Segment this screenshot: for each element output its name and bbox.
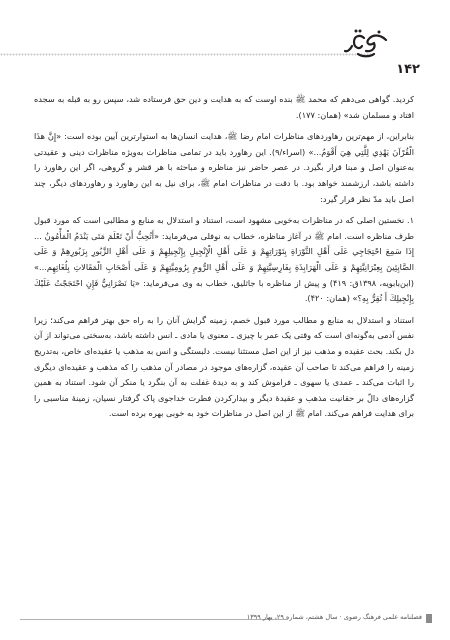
page-footer	[0, 612, 450, 626]
paragraph: بنابراین، از مهم‌ترین رهاوردهای مناظرات امام رضا ﷺ، هدایت انسان‌ها به استوارترین آیین بوده است: «إِنَّ هذَا الْقُرْآنَ يَهْدِي لِلَّتِي هِيَ أَقْوَمُ...» (اسراء/۹). این رهاورد باید در تمامی مناظرات به‌ویژه مناظرات دینی و عقیدتی به‌عنوان اصل و مبنا قرار بگیرد. در عصر حاضر نیز مناظره و مباحثه با هر قشر و گروهی، اگر این رهاورد را داشته باشد، ارزشمند خواهد بود. با دقت در مناظرات امام ﷺ، برای نیل به این رهاورد و رهاوردهای دیگر، چند اصل باید مدّ نظر قرار گیرد:	[34, 131, 414, 204]
paragraph: استناد و استدلال به منابع و مطالب مورد قبول خصم، زمینه گرایش آنان را به راه حق بهتر فراهم می‌کند؛ زیرا نفس آدمی به‌گونه‌ای است که وقتی یک عمر با چیزی ـ معنوی یا مادی ـ انس داشته باشد، به‌سختی می‌تواند از آن دل بکند. بحث عقیده و مذهب نیز از این اصل مستثنا نیست. دلبستگی و انس به مذهب یا عقیده‌ای خاص، به‌تدریج زمینه را فراهم می‌کند تا صاحب آن عقیده، گزاره‌های موجود در مصادر آن مذهب را که مذهب و عقیده‌ای دیگری را اثبات می‌کند ـ عمدی یا سهوی ـ فراموش کند و به دیدهٔ غفلت به آن بنگرد یا منکر آن شود. استناد به همین گزاره‌های دالّ بر حقانیت مذهب و عقیدهٔ دیگر و بیدارکردن فطرت خداجوی پاک گرفتار نسیان، زمینهٔ مناسبی را برای هدایت فراهم می‌کند. امام ﷺ از این اصل در مناظرات خود به خوبی بهره برده است.	[34, 314, 414, 419]
header-dotted-rule	[0, 53, 372, 56]
page-header	[0, 0, 450, 80]
paragraph: ۱. نخستین اصلی که در مناظرات به‌خوبی مشهود است، استناد و استدلال به منابع و مطالبی است که مورد قبول طرف مناظره است. امام ﷺ در آغاز مناظره، خطاب به نوفلی می‌فرماید: «أَتُحِبُّ أَنْ تَعْلَمَ مَتَى يَنْدَمُ الْمَأْمُونُ ... إِذَا سَمِعَ احْتِجَاجِي عَلَى أَهْلِ التَّوْرَاةِ بِتَوْرَاتِهِمْ وَ عَلَى أَهْلِ الْإِنْجِيلِ بِإِنْجِيلِهِمْ وَ عَلَى أَهْلِ الزَّبُورِ بِزَبُورِهِمْ وَ عَلَى الصَّابِئِينَ بِعِبْرَانِيَّتِهِمْ وَ عَلَى الْهَرَابِذَةِ بِفَارِسِيَّتِهِمْ وَ عَلَى أَهْلِ الرُّومِ بِرُومِيَّتِهِمْ وَ عَلَى أَصْحَابِ الْمَقَالاتِ بِلُغَاتِهِم...» (ابن‌بابویه، ۱۳۹۸ق: ۴۱۹) و پیش از مناظره با جاثلیق، خطاب به وی می‌فرماید: «يَا نَصْرَانِيُّ فَإِنِ احْتَجَجْتُ عَلَيْكَ بِإِنْجِيلِكَ أَ تُقِرُّ بِهِ؟» (همان: ۴۲۰).	[34, 215, 414, 304]
article-body	[34, 92, 414, 422]
journal-logo	[344, 26, 390, 62]
paragraph: کردید. گواهی می‌دهم که محمد ﷺ بنده اوست که به هدایت و دین حق فرستاده شد، سپس رو به قبله به سجده افتاد و مسلمان شد» (همان: ۱۷۷).	[34, 94, 414, 120]
footer-marker	[426, 614, 432, 623]
footer-journal-info: فصلنامه علمی فرهنگ رضوی · سال هشتم، شماره ۲۹، بهار ۱۳۹۹	[246, 613, 422, 621]
page-number: ۱۴۲	[396, 62, 420, 77]
